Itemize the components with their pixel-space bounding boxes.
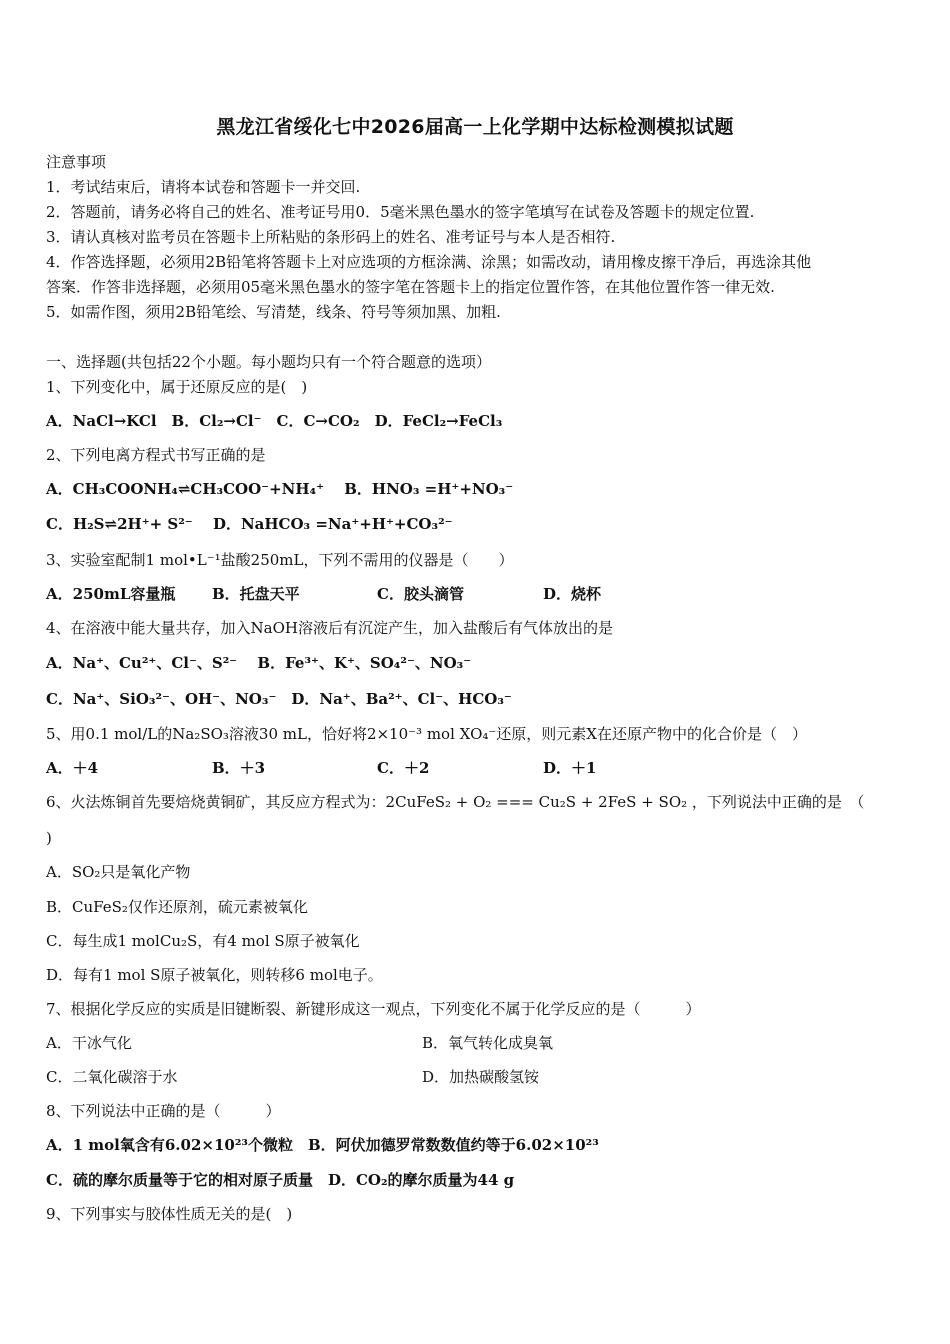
option-b: B．氧气转化成臭氧 bbox=[422, 1034, 554, 1052]
question-6-stem-end: ) bbox=[46, 829, 52, 847]
question-6-option-b: B．CuFeS₂仅作还原剂，硫元素被氧化 bbox=[46, 898, 308, 916]
option-c: C．＋2 bbox=[377, 759, 430, 777]
option-d: D．加热碳酸氢铵 bbox=[422, 1068, 540, 1086]
option-d: D．＋1 bbox=[543, 759, 597, 777]
question-4-options-row2: C．Na⁺、SiO₃²⁻、OH⁻、NO₃⁻ D．Na⁺、Ba²⁺、Cl⁻、HCO₃⁻ bbox=[46, 690, 512, 708]
question-7-options-row1 bbox=[46, 1033, 906, 1053]
notice-item: 1．考试结束后，请将本试卷和答题卡一并交回. bbox=[46, 178, 361, 196]
question-4-stem: 4、在溶液中能大量共存，加入NaOH溶液后有沉淀产生，加入盐酸后有气体放出的是 bbox=[46, 619, 613, 637]
question-1-stem: 1、下列变化中，属于还原反应的是( ) bbox=[46, 378, 308, 396]
question-1-options: A．NaCl→KCl B．Cl₂→Cl⁻ C．C→CO₂ D．FeCl₂→FeCl₃ bbox=[46, 412, 503, 430]
option-c: C．胶头滴管 bbox=[377, 585, 464, 603]
notice-item: 4．作答选择题，必须用2B铅笔将答题卡上对应选项的方框涂满、涂黑；如需改动，请用橡皮擦干净后，再选涂其他 bbox=[46, 253, 812, 271]
option-c: C．二氧化碳溶于水 bbox=[46, 1068, 178, 1086]
question-9-stem: 9、下列事实与胶体性质无关的是( ) bbox=[46, 1205, 293, 1223]
question-2-stem: 2、下列电离方程式书写正确的是 bbox=[46, 446, 266, 464]
option-d: D．烧杯 bbox=[543, 585, 602, 603]
question-4-options-row1: A．Na⁺、Cu²⁺、Cl⁻、S²⁻ B．Fe³⁺、K⁺、SO₄²⁻、NO₃⁻ bbox=[46, 654, 472, 672]
question-8-options-row1: A．1 mol氧含有6.02×10²³个微粒 B．阿伏加德罗常数数值约等于6.02×10²³ bbox=[46, 1136, 599, 1154]
question-7-options-row2 bbox=[46, 1067, 906, 1087]
question-6-option-a: A．SO₂只是氧化产物 bbox=[46, 863, 191, 881]
question-2-options-row1: A．CH₃COONH₄⇌CH₃COO⁻+NH₄⁺ B．HNO₃ =H⁺+NO₃⁻ bbox=[46, 480, 514, 498]
question-8-stem: 8、下列说法中正确的是（ ） bbox=[46, 1102, 281, 1120]
exam-title: 黑龙江省绥化七中2026届高一上化学期中达标检测模拟试题 bbox=[216, 116, 734, 138]
option-a: A．250mL容量瓶 bbox=[46, 585, 176, 603]
question-8-options-row2: C．硫的摩尔质量等于它的相对原子质量 D．CO₂的摩尔质量为44 g bbox=[46, 1171, 515, 1189]
notice-item: 答案．作答非选择题，必须用05毫米黑色墨水的签字笔在答题卡上的指定位置作答，在其他位置作答一律无效. bbox=[46, 278, 775, 296]
question-6-option-c: C．每生成1 molCu₂S，有4 mol S原子被氧化 bbox=[46, 932, 360, 950]
option-b: B．＋3 bbox=[212, 759, 266, 777]
section-heading: 一、选择题(共包括22个小题。每小题均只有一个符合题意的选项） bbox=[46, 353, 491, 371]
question-3-stem: 3、实验室配制1 mol•L⁻¹盐酸250mL，下列不需用的仪器是（ ） bbox=[46, 551, 514, 569]
question-5-stem: 5、用0.1 mol/L的Na₂SO₃溶液30 mL，恰好将2×10⁻³ mol XO₄⁻还原，则元素X在还原产物中的化合价是（ ） bbox=[46, 725, 807, 743]
notice-item: 5．如需作图，须用2B铅笔绘、写清楚，线条、符号等须加黑、加粗. bbox=[46, 303, 501, 321]
question-6-stem: 6、火法炼铜首先要焙烧黄铜矿，其反应方程式为：2CuFeS₂ + O₂ === Cu₂S + 2FeS + SO₂ ，下列说法中正确的是 （ bbox=[46, 793, 865, 811]
question-7-stem: 7、根据化学反应的实质是旧键断裂、新键形成这一观点，下列变化不属于化学反应的是（ ） bbox=[46, 1000, 701, 1018]
notice-item: 2．答题前，请务必将自己的姓名、准考证号用0．5毫米黑色墨水的签字笔填写在试卷及答题卡的规定位置. bbox=[46, 203, 755, 221]
question-6-option-d: D．每有1 mol S原子被氧化，则转移6 mol电子。 bbox=[46, 966, 383, 984]
option-b: B．托盘天平 bbox=[212, 585, 300, 603]
option-a: A．干冰气化 bbox=[46, 1034, 132, 1052]
notice-heading: 注意事项 bbox=[46, 153, 107, 171]
option-a: A．＋4 bbox=[46, 759, 99, 777]
question-2-options-row2: C．H₂S⇌2H⁺+ S²⁻ D．NaHCO₃ =Na⁺+H⁺+CO₃²⁻ bbox=[46, 515, 453, 533]
notice-item: 3．请认真核对监考员在答题卡上所粘贴的条形码上的姓名、准考证号与本人是否相符. bbox=[46, 228, 616, 246]
